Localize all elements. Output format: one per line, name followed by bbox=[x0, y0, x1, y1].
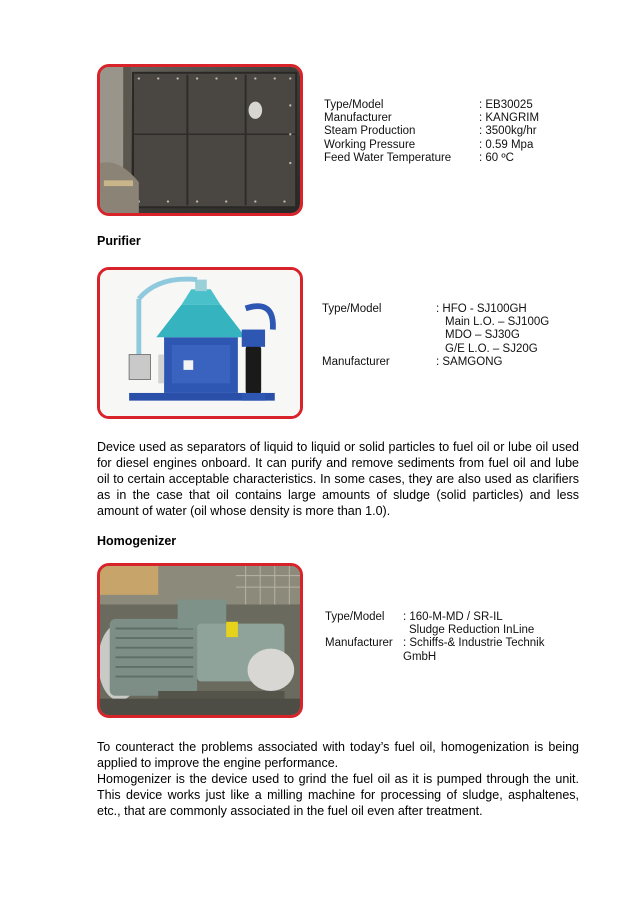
spec-row-manufacturer bbox=[324, 112, 564, 125]
spec-row-temperature bbox=[324, 152, 564, 165]
spec-row-manufacturer bbox=[325, 637, 575, 650]
boiler-photo bbox=[97, 64, 303, 216]
spec-value: : HFO - SJ100GH bbox=[436, 303, 527, 315]
spec-label: Working Pressure bbox=[324, 138, 416, 151]
spec-row-type-cont bbox=[322, 329, 572, 342]
homogenizer-photo bbox=[97, 563, 303, 718]
spec-value: : 60 ºC bbox=[479, 151, 514, 164]
spec-value: : 3500kg/hr bbox=[479, 125, 537, 138]
spec-value: Main L.O. – SJ100G bbox=[445, 316, 550, 329]
spec-label: Steam Production bbox=[324, 125, 416, 138]
spec-value: : Schiffs-& Industrie Technik bbox=[403, 637, 545, 650]
spec-row-type-cont bbox=[322, 316, 572, 329]
homogenizer-paragraph-2: Homogenizer is the device used to grind the fuel oil as it is pumped through the unit. This device works just like a milling machine for processing of sludge, asphaltenes, etc., that are commonly associated in the fuel oil even after treatment. bbox=[97, 772, 579, 818]
spec-value: : KANGRIM bbox=[479, 112, 540, 125]
spec-label: Manufacturer bbox=[322, 355, 390, 368]
spec-label: Type/Model bbox=[325, 611, 385, 623]
spec-value: : 0.59 Mpa bbox=[479, 138, 534, 151]
spec-row-manufacturer bbox=[322, 356, 572, 369]
purifier-paragraph: Device used as separators of liquid to liquid or solid particles to fuel oil or lube oil used for diesel engines onboard. It can purify and remove sediments from fuel oil and lube oil to certain acceptable characteristics. In some cases, they are also used as clarifiers as in the case that oil contains large amounts of sludge (solid particles) and less amount of water (oil whose density is more than 1.0). bbox=[97, 440, 579, 518]
spec-row-type bbox=[322, 303, 572, 316]
spec-row-type-cont bbox=[325, 624, 575, 637]
spec-row-steam bbox=[324, 125, 564, 138]
spec-label: Type/Model bbox=[324, 99, 384, 111]
purifier-photo bbox=[97, 267, 303, 419]
spec-row-type-cont bbox=[322, 343, 572, 356]
spec-value: GmbH bbox=[403, 650, 437, 663]
spec-row-manufacturer-cont bbox=[325, 651, 575, 664]
spec-label: Type/Model bbox=[322, 303, 382, 315]
homogenizer-paragraph-1: To counteract the problems associated with today’s fuel oil, homogenization is being applied to improve the engine performance. bbox=[97, 740, 579, 770]
spec-row-type bbox=[325, 611, 575, 624]
spec-value: : 160-M-MD / SR-IL bbox=[403, 611, 503, 623]
purifier-spec-table bbox=[322, 303, 572, 369]
spec-row-type bbox=[324, 99, 564, 112]
homogenizer-spec-table bbox=[325, 611, 575, 664]
homogenizer-heading: Homogenizer bbox=[97, 534, 177, 548]
spec-value: : SAMGONG bbox=[436, 355, 503, 368]
spec-row-pressure bbox=[324, 139, 564, 152]
spec-label: Feed Water Temperature bbox=[324, 151, 452, 164]
spec-value: G/E L.O. – SJ20G bbox=[445, 342, 538, 355]
spec-value: MDO – SJ30G bbox=[445, 329, 520, 342]
spec-value: Sludge Reduction InLine bbox=[409, 624, 535, 637]
purifier-heading: Purifier bbox=[97, 234, 141, 248]
spec-value: : EB30025 bbox=[479, 99, 533, 111]
boiler-spec-table bbox=[324, 99, 564, 165]
spec-label: Manufacturer bbox=[325, 637, 393, 650]
spec-label: Manufacturer bbox=[324, 112, 392, 125]
